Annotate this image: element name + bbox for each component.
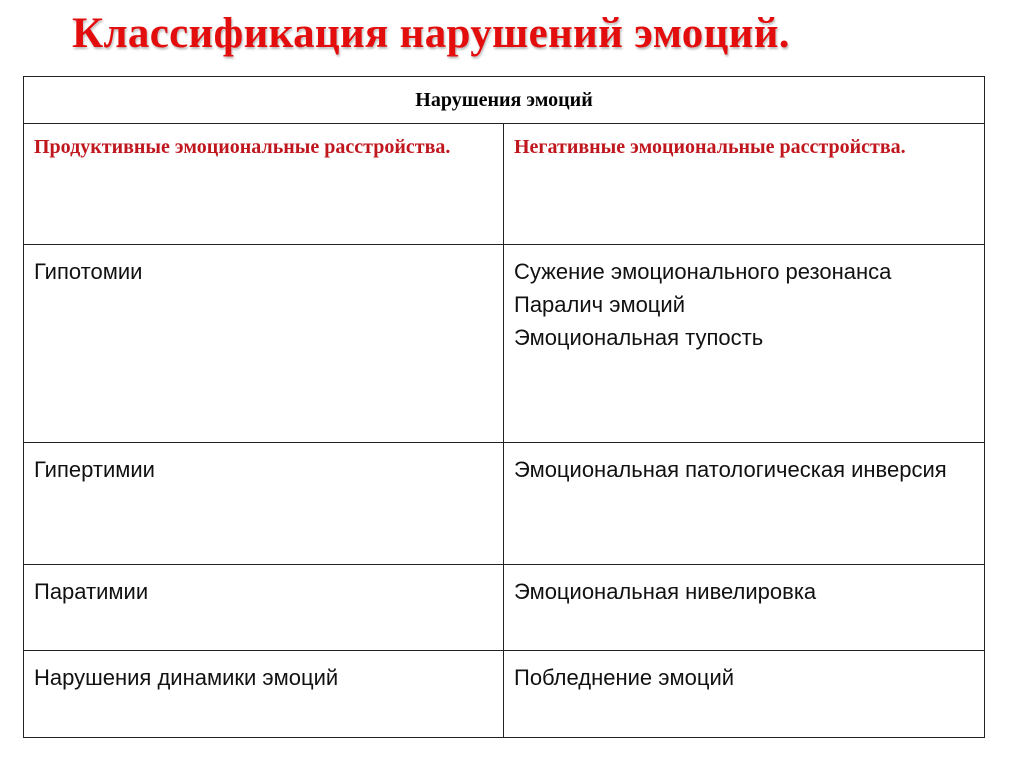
negative-cell [504, 245, 985, 443]
table-header-row [24, 77, 985, 124]
table-row [24, 245, 985, 443]
classification-table [23, 76, 985, 738]
cell-line: Побледнение эмоций [514, 665, 735, 690]
cell-line: Сужение эмоционального резонанса [514, 259, 892, 284]
column-header-row [24, 124, 985, 245]
cell-line: Гипертимии [34, 457, 155, 482]
negative-cell [504, 651, 985, 738]
productive-cell [24, 565, 504, 651]
column-header-productive-text: Продуктивные эмоциональные расстройства. [34, 136, 451, 158]
cell-line: Паратимии [34, 579, 149, 604]
slide-title: Классификация нарушений эмоций. [72, 10, 790, 57]
productive-cell [24, 245, 504, 443]
column-header-productive [24, 124, 504, 245]
table-row [24, 651, 985, 738]
table-row [24, 565, 985, 651]
cell-line: Эмоциональная нивелировка [514, 579, 817, 604]
productive-cell [24, 443, 504, 565]
negative-cell [504, 443, 985, 565]
cell-line: Нарушения динамики эмоций [34, 665, 339, 690]
table-row [24, 443, 985, 565]
table-header: Нарушения эмоций [24, 77, 985, 124]
cell-line: Эмоциональная тупость [514, 325, 764, 350]
cell-line: Паралич эмоций [514, 292, 685, 317]
column-header-negative [504, 124, 985, 245]
negative-cell [504, 565, 985, 651]
column-header-negative-text: Негативные эмоциональные расстройства. [514, 136, 906, 158]
cell-line: Гипотомии [34, 259, 143, 284]
cell-line: Эмоциональная патологическая инверсия [514, 457, 947, 482]
productive-cell [24, 651, 504, 738]
